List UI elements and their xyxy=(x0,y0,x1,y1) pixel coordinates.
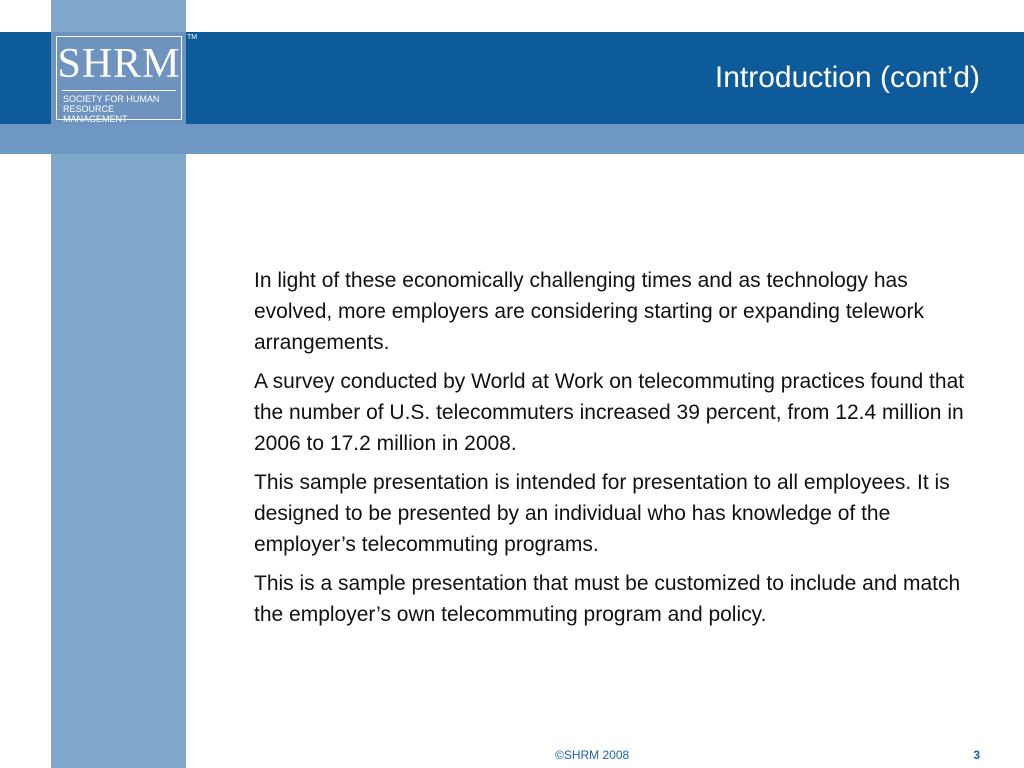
logo-divider xyxy=(62,90,176,91)
slide-title: Introduction (cont’d) xyxy=(714,61,980,94)
header-sub-bar xyxy=(0,124,1024,154)
body-paragraph: A survey conducted by World at Work on telecommuting practices found that the number of U.S. telecommuters increased 39 percent, from 12.4 million in 2006 to 17.2 million in 2008. xyxy=(254,370,965,455)
footer-copyright: ©SHRM 2008 xyxy=(555,748,630,762)
logo-wordmark: SHRM xyxy=(57,41,181,87)
slide-body xyxy=(254,265,989,638)
logo-frame xyxy=(56,36,182,124)
body-paragraph: In light of these economically challenging times and as technology has evolved, more employers are considering starting or expanding telework arrangements. xyxy=(254,269,925,354)
trademark-mark: TM xyxy=(187,34,198,41)
page-number: 3 xyxy=(973,748,980,762)
body-paragraph: This is a sample presentation that must be customized to include and match the employer’s own telecommuting program and policy. xyxy=(254,572,961,626)
logo-tagline: SOCIETY FOR HUMAN RESOURCE MANAGEMENT xyxy=(63,94,160,124)
shrm-logo xyxy=(51,32,198,124)
body-paragraph: This sample presentation is intended for presentation to all employees. It is designed to be presented by an individual who has knowledge of the employer’s telecommuting programs. xyxy=(254,471,950,556)
